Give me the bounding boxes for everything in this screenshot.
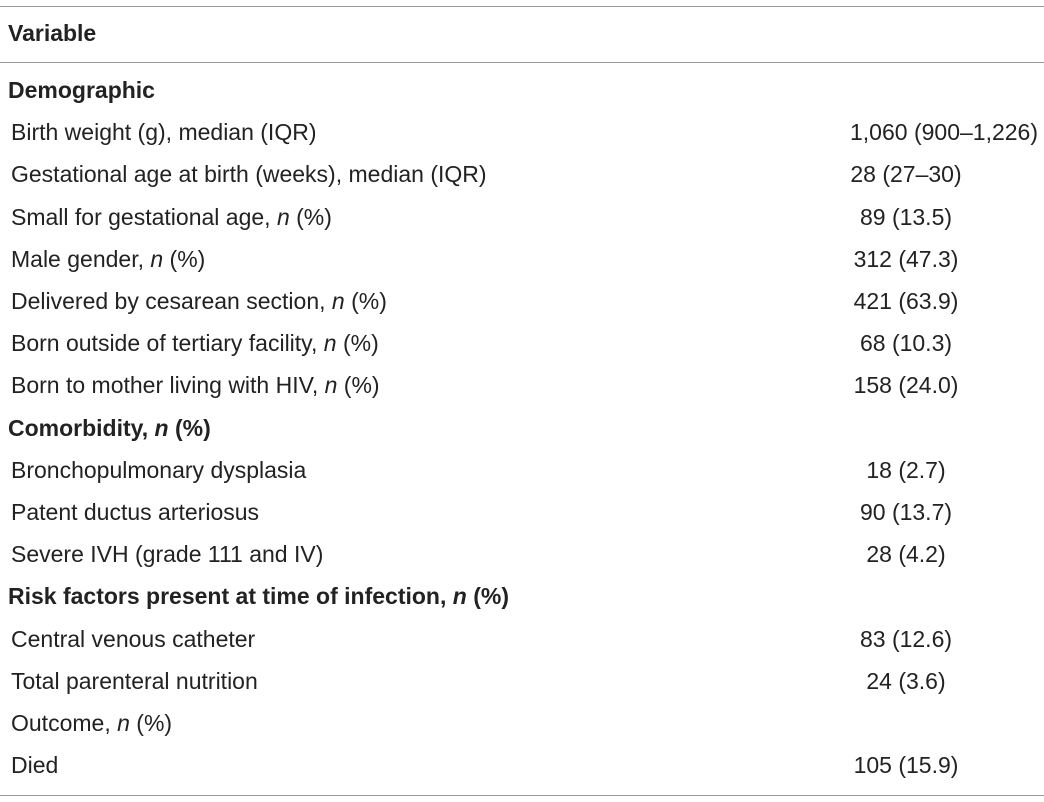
row-label — [11, 364, 380, 406]
table-row — [0, 238, 1044, 280]
label-tail: (%) — [466, 583, 509, 610]
label-text: Delivered by cesarean section, — [11, 288, 332, 314]
label-text: Demographic — [8, 77, 155, 103]
label-text: Risk factors present at time of infection, — [8, 583, 453, 610]
row-label — [11, 111, 316, 153]
table-row — [0, 660, 1044, 702]
row-value: 83 (12.6) — [859, 625, 953, 652]
label-text: Outcome, — [11, 710, 118, 736]
section-header — [0, 407, 1044, 449]
label-text: Small for gestational age, — [11, 203, 277, 230]
table-row — [0, 280, 1044, 322]
table-row — [0, 153, 1044, 195]
section-header — [0, 575, 1044, 617]
label-tail: (%) — [336, 330, 379, 357]
label-text: Comorbidity, — [8, 414, 155, 441]
label-tail: (%) — [344, 288, 387, 314]
n-symbol: n — [452, 583, 467, 610]
table-row — [0, 702, 1044, 744]
label-text: Patent ductus arteriosus — [11, 499, 260, 525]
label-text: Gestational age at birth (weeks), median (IQR) — [11, 161, 487, 188]
label-text: Birth weight (g), median (IQR) — [11, 119, 317, 146]
row-value: 421 (63.9) — [853, 288, 959, 314]
n-symbol: n — [276, 203, 290, 230]
row-label — [11, 322, 379, 364]
label-text: Bronchopulmonary dysplasia — [11, 456, 307, 483]
section-label — [8, 69, 155, 111]
table-row — [0, 744, 1044, 786]
section-label — [8, 407, 211, 449]
label-tail: (%) — [289, 203, 332, 230]
row-label — [11, 491, 259, 533]
table-row — [0, 491, 1044, 533]
label-text: Severe IVH (grade 111 and IV) — [11, 541, 324, 568]
label-tail: (%) — [168, 414, 211, 441]
row-label — [11, 533, 323, 575]
n-symbol: n — [117, 710, 130, 736]
row-label — [11, 449, 306, 491]
label-text: Born outside of tertiary facility, — [11, 330, 324, 357]
row-label — [11, 618, 255, 660]
n-symbol: n — [154, 414, 169, 441]
label-text: Died — [11, 752, 59, 779]
row-value: 24 (3.6) — [866, 667, 946, 694]
row-label — [11, 280, 387, 322]
n-symbol: n — [324, 372, 338, 399]
row-label — [11, 238, 205, 280]
row-value: 158 (24.0) — [853, 372, 959, 399]
row-value: 89 (13.5) — [859, 203, 953, 230]
row-value: 18 (2.7) — [866, 456, 946, 483]
n-symbol: n — [150, 245, 164, 272]
row-label — [11, 702, 172, 744]
label-text: Total parenteral nutrition — [11, 667, 258, 694]
n-symbol: n — [323, 330, 337, 357]
table-row — [0, 618, 1044, 660]
row-value: 90 (13.7) — [859, 499, 953, 525]
table-row — [0, 449, 1044, 491]
header-rule — [0, 62, 1044, 63]
row-value: 1,060 (900–1,226) — [850, 119, 1038, 146]
n-symbol: n — [331, 288, 345, 314]
table-row — [0, 196, 1044, 238]
row-label — [11, 660, 258, 702]
row-value: 312 (47.3) — [853, 245, 959, 272]
label-text: Male gender, — [11, 245, 151, 272]
section-label — [8, 575, 509, 617]
row-label — [11, 153, 487, 195]
table-row — [0, 533, 1044, 575]
table-row — [0, 111, 1044, 153]
top-rule — [0, 6, 1044, 7]
label-text: Born to mother living with HIV, — [11, 372, 325, 399]
row-value: 28 (27–30) — [850, 161, 962, 188]
row-label — [11, 744, 58, 786]
label-tail: (%) — [129, 710, 173, 736]
table-row — [0, 322, 1044, 364]
row-label — [11, 196, 332, 238]
row-value: 68 (10.3) — [859, 330, 953, 357]
label-tail: (%) — [163, 245, 206, 272]
row-value: 105 (15.9) — [853, 752, 959, 779]
bottom-rule — [0, 795, 1044, 796]
header-variable: Variable — [8, 20, 97, 46]
table-row — [0, 364, 1044, 406]
row-value: 28 (4.2) — [866, 541, 946, 568]
label-text: Central venous catheter — [11, 625, 256, 652]
section-header — [0, 69, 1044, 111]
label-tail: (%) — [337, 372, 380, 399]
